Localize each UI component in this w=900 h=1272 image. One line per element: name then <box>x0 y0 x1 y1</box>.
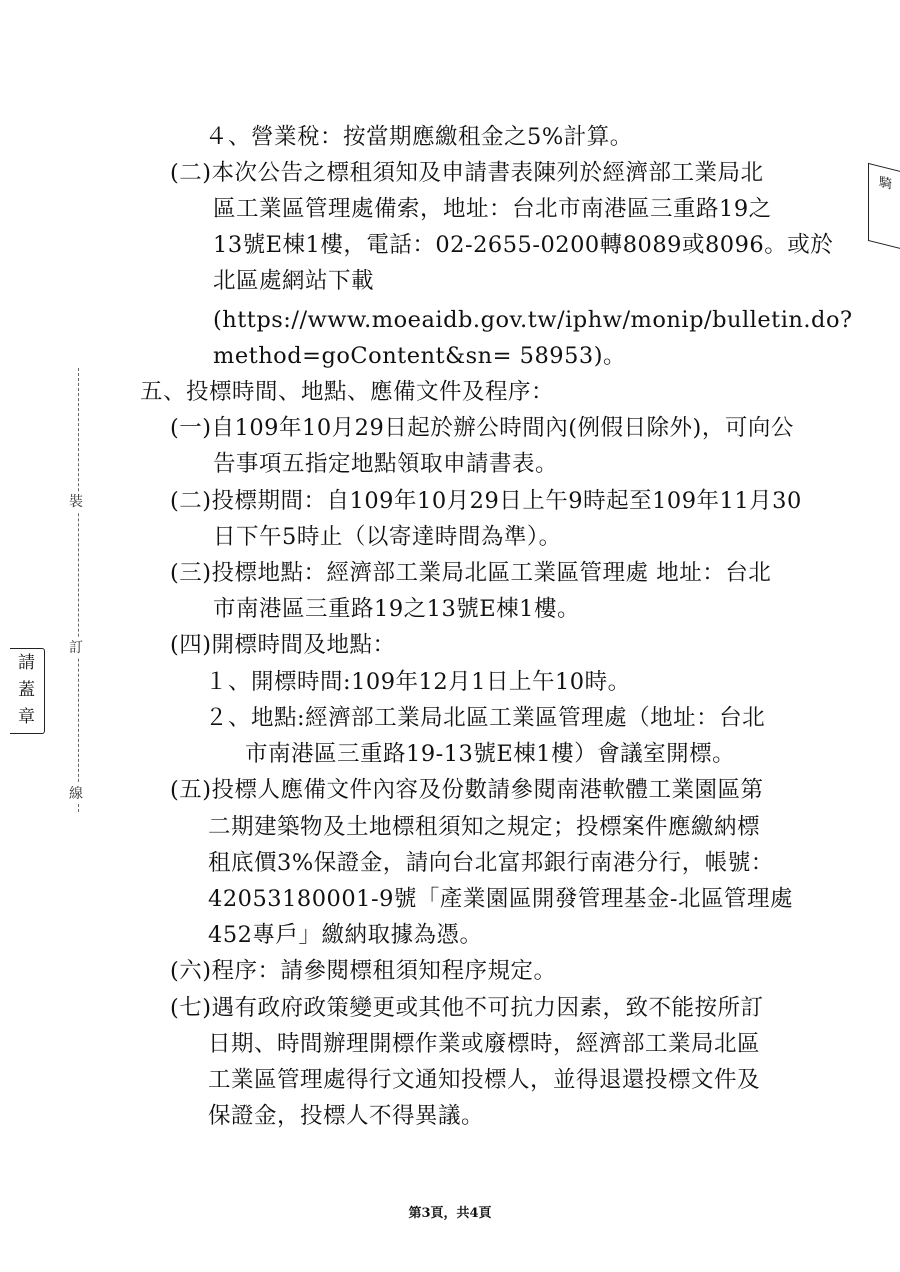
binding-mark-xian: 線 <box>69 786 83 802</box>
section-5-2-line-1: (二)投標期間：自109年10月29日上午9時起至109年11月30 <box>170 488 802 514</box>
seal-stamp-left <box>10 648 45 734</box>
section-4-2-line-1: (二)本次公告之標租須知及申請書表陳列於經濟部工業局北 <box>170 160 764 186</box>
section-5-7-line-3: 工業區管理處得行文通知投標人，並得退還投標文件及 <box>208 1067 761 1093</box>
page-number-footer: 第3頁，共4頁 <box>408 1206 492 1221</box>
seal-left-char-3: 章 <box>18 707 35 727</box>
section-5-1-line-1: (一)自109年10月29日起於辦公時間內(例假日除外)，可向公 <box>170 415 794 441</box>
binding-line <box>78 368 79 812</box>
section-5-4-item-1: １、開標時間:109年12月1日上午10時。 <box>205 669 631 695</box>
bulletin-url-line-1: (https://www.moeaidb.gov.tw/iphw/monip/bulletin.do? <box>213 307 853 333</box>
section-4-2-line-2: 區工業區管理處備索，地址：台北市南港區三重路19之 <box>213 196 772 222</box>
seal-stamp-right <box>868 163 900 251</box>
section-5-1-line-2: 告事項五指定地點領取申請書表。 <box>213 451 559 477</box>
section-5-5-line-2: 二期建築物及土地標租須知之規定；投標案件應繳納標 <box>208 814 761 840</box>
seal-right-char: 騎 <box>879 174 893 193</box>
seal-left-char-1: 請 <box>18 653 35 673</box>
section-5-5-line-5: 452專戶」繳納取據為憑。 <box>208 922 483 948</box>
section-5-4-item-2-line-2: 市南港區三重路19-13號E棟1樓）會議室開標。 <box>245 741 736 767</box>
section-5-2-line-2: 日下午5時止（以寄達時間為準）。 <box>213 524 562 550</box>
section-5-3-line-1: (三)投標地點：經濟部工業局北區工業區管理處 地址：台北 <box>170 560 772 586</box>
binding-mark-ding: 訂 <box>69 640 83 656</box>
section-5-4-item-2-line-1: ２、地點:經濟部工業局北區工業區管理處（地址：台北 <box>205 705 766 731</box>
seal-left-char-2: 蓋 <box>18 680 35 700</box>
bulletin-url-line-2: method=goContent&sn= 58953)。 <box>213 343 627 369</box>
section-5-6-line: (六)程序：請參閱標租須知程序規定。 <box>170 958 557 984</box>
binding-mark-zhuang: 裝 <box>69 494 83 510</box>
section-5-7-line-2: 日期、時間辦理開標作業或廢標時，經濟部工業局北區 <box>208 1031 761 1057</box>
section-4-2-line-4: 北區處網站下載 <box>213 268 375 294</box>
section-5-3-line-2: 市南港區三重路19之13號E棟1樓。 <box>213 596 581 622</box>
section-5-4-heading: (四)開標時間及地點： <box>170 632 396 658</box>
section-5-heading: 五、投標時間、地點、應備文件及程序： <box>140 379 555 405</box>
section-5-5-line-4: 42053180001-9號「產業園區開發管理基金-北區管理處 <box>208 886 793 912</box>
section-5-7-line-1: (七)遇有政府政策變更或其他不可抗力因素，致不能按所訂 <box>170 995 764 1021</box>
section-5-7-line-4: 保證金，投標人不得異議。 <box>208 1103 485 1129</box>
section-5-5-line-3: 租底價3%保證金，請向台北富邦銀行南港分行，帳號： <box>208 850 774 876</box>
section-5-5-line-1: (五)投標人應備文件內容及份數請參閱南港軟體工業園區第 <box>170 777 764 803</box>
section-4-2-line-3: 13號E棟1樓，電話：02-2655-0200轉8089或8096。或於 <box>213 232 834 258</box>
tax-item-line: ４、營業稅：按當期應繳租金之5%計算。 <box>205 124 633 150</box>
